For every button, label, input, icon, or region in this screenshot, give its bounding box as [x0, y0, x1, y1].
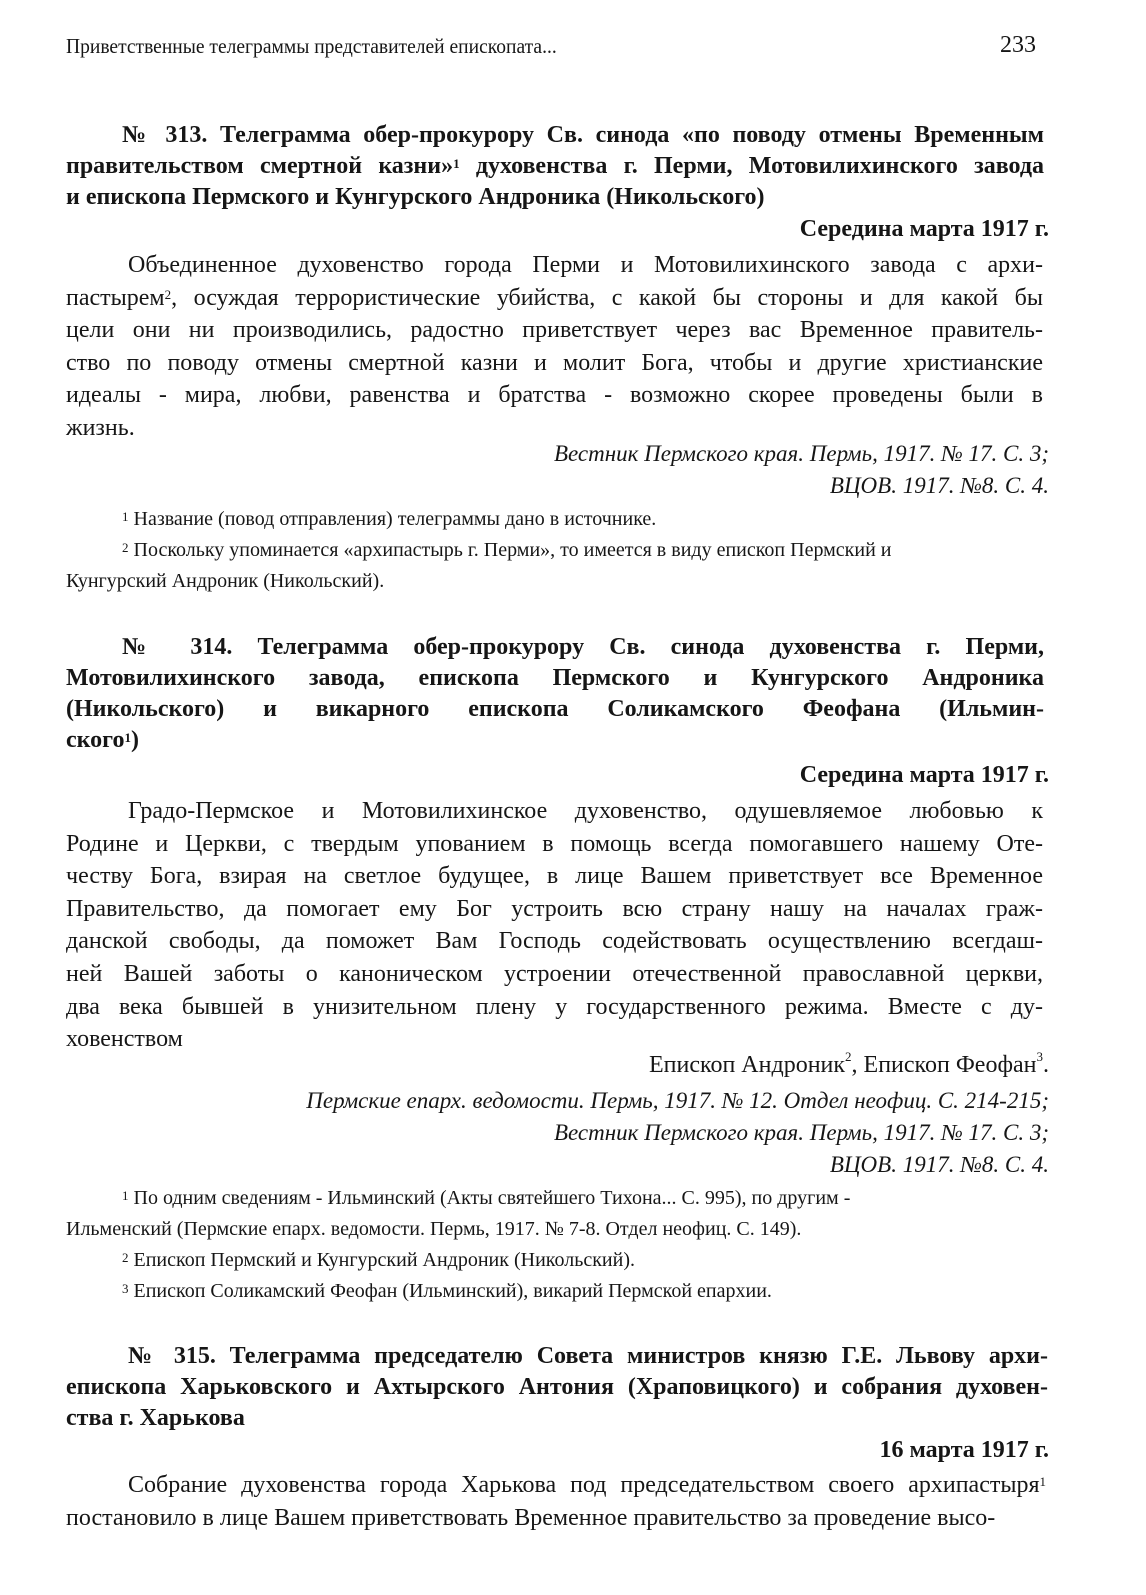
heading-line: и епископа Пермского и Кунгурского Андроника (Никольского): [66, 184, 765, 210]
doc-314-heading: [66, 632, 1044, 756]
body-line: Правительство, да помогает ему Бог устроить всю страну нашу на началах граж-: [66, 895, 1043, 922]
heading-line: № 314. Телеграмма обер-прокурору Св. синода духовенства г. Перми,: [122, 634, 1044, 660]
footnote-ref: 2: [845, 1049, 852, 1064]
body-line: жизнь.: [66, 414, 135, 441]
body-line: Градо-Пермское и Мотовилихинское духовенство, одушевляемое любовью к: [128, 798, 1043, 824]
body-line: пастырем$^2$, осуждая террористические убийства, с какой бы стороны и для какой бы: [66, 284, 1043, 311]
body-line: Родине и Церкви, с твердым упованием в помощь всегда помогавшего нашему Оте-: [66, 830, 1043, 857]
doc-314-footnotes: [66, 1183, 1046, 1307]
footnote-ref: 1: [1039, 1474, 1046, 1489]
body-line: Объединенное духовенство города Перми и Мотовилихинского завода с архи-: [128, 252, 1043, 278]
body-line: ховенством: [66, 1026, 183, 1053]
heading-line: № 313. Телеграмма обер-прокурору Св. синода «по поводу отмены Временным: [122, 122, 1044, 148]
heading-line: правительством смертной казни»$^1$ духовенства г. Перми, Мотовилихинского завода: [66, 153, 1044, 179]
footnote-ref: 1: [453, 156, 460, 171]
footnote: $^2$ Поскольку упоминается «архипастырь г. Перми», то имеется в виду епископ Пермский и: [122, 539, 892, 561]
body-line: данской свободы, да поможет Вам Господь содействовать осуществлению всегдаш-: [66, 928, 1043, 955]
footnote: Ильменский (Пермские епарх. ведомости. Пермь, 1917. № 7-8. Отдел неофиц. С. 149).: [66, 1218, 802, 1240]
body-line: Собрание духовенства города Харькова под председательством своего архипастыря$^1$: [128, 1472, 1046, 1498]
doc-313-date: Середина марта 1917 г.: [799, 216, 1049, 242]
heading-line: ского$^1$): [66, 727, 139, 753]
body-line: ство по поводу отмены смертной казни и молит Бога, чтобы и другие христианские: [66, 349, 1043, 376]
source-line: Вестник Пермского края. Пермь, 1917. № 17. С. 3;: [553, 441, 1049, 466]
body-line: идеалы - мира, любви, равенства и братства - возможно скорее проведены были в: [66, 382, 1043, 409]
heading-line: епископа Харьковского и Ахтырского Антония (Храповицкого) и собрания духовен-: [66, 1374, 1048, 1400]
footnote-ref: 2: [164, 286, 172, 302]
page-number: 233: [1000, 32, 1036, 58]
doc-314-body: [66, 795, 1043, 1056]
doc-314-sources: [306, 1085, 1049, 1181]
source-line: ВЦОВ. 1917. №8. С. 4.: [829, 473, 1049, 498]
footnote: $^2$ Епископ Пермский и Кунгурский Андроник (Никольский).: [122, 1249, 635, 1271]
doc-314-signature: Епископ Андроник$^2$, Епископ Феофан$^3$.: [649, 1049, 1049, 1078]
footnote: $^3$ Епископ Соликамский Феофан (Ильминский), викарий Пермской епархии.: [122, 1280, 772, 1302]
doc-315-heading: [66, 1341, 1048, 1434]
doc-314-date: Середина марта 1917 г.: [799, 762, 1049, 788]
heading-line: (Никольского) и викарного епископа Соликамского Феофана (Ильмин-: [66, 696, 1044, 722]
footnote-ref: 1: [124, 730, 131, 745]
heading-line: Мотовилихинского завода, епископа Пермского и Кунгурского Андроника: [66, 665, 1044, 691]
footnote-ref: 3: [1036, 1049, 1043, 1064]
body-line: два века бывшей в унизительном плену у государственного режима. Вместе с ду-: [66, 993, 1043, 1020]
doc-313-sources: [554, 438, 1049, 502]
doc-313-footnotes: [66, 504, 1046, 597]
source-line: ВЦОВ. 1917. №8. С. 4.: [829, 1152, 1049, 1177]
footnote: $^1$ Название (повод отправления) телеграммы дано в источнике.: [122, 508, 657, 530]
doc-315-date: 16 марта 1917 г.: [879, 1437, 1049, 1463]
source-line: Вестник Пермского края. Пермь, 1917. № 17. С. 3;: [553, 1120, 1049, 1145]
running-title: Приветственные телеграммы представителей епископата...: [66, 34, 557, 58]
body-line: постановило в лице Вашем приветствовать Временное правительство за проведение высо-: [66, 1504, 996, 1531]
heading-line: ства г. Харькова: [66, 1405, 245, 1431]
body-line: честву Бога, взирая на светлое будущее, в лице Вашем приветствует все Временное: [66, 863, 1043, 890]
footnote: $^1$ По одним сведениям - Ильминский (Акты святейшего Тихона... С. 995), по другим -: [122, 1187, 851, 1209]
footnote: Кунгурский Андроник (Никольский).: [66, 570, 385, 592]
doc-313-heading: [66, 120, 1044, 213]
doc-315-body: [66, 1469, 1046, 1534]
source-line: Пермские епарх. ведомости. Пермь, 1917. № 12. Отдел неофиц. С. 214-215;: [306, 1088, 1049, 1113]
doc-313-body: [66, 249, 1043, 445]
heading-line: № 315. Телеграмма председателю Совета министров князю Г.Е. Львову архи-: [128, 1343, 1048, 1369]
body-line: цели они ни производились, радостно приветствует через вас Временное правитель-: [66, 317, 1043, 344]
body-line: ней Вашей заботы о каноническом устроении отечественной православной церкви,: [66, 960, 1043, 987]
